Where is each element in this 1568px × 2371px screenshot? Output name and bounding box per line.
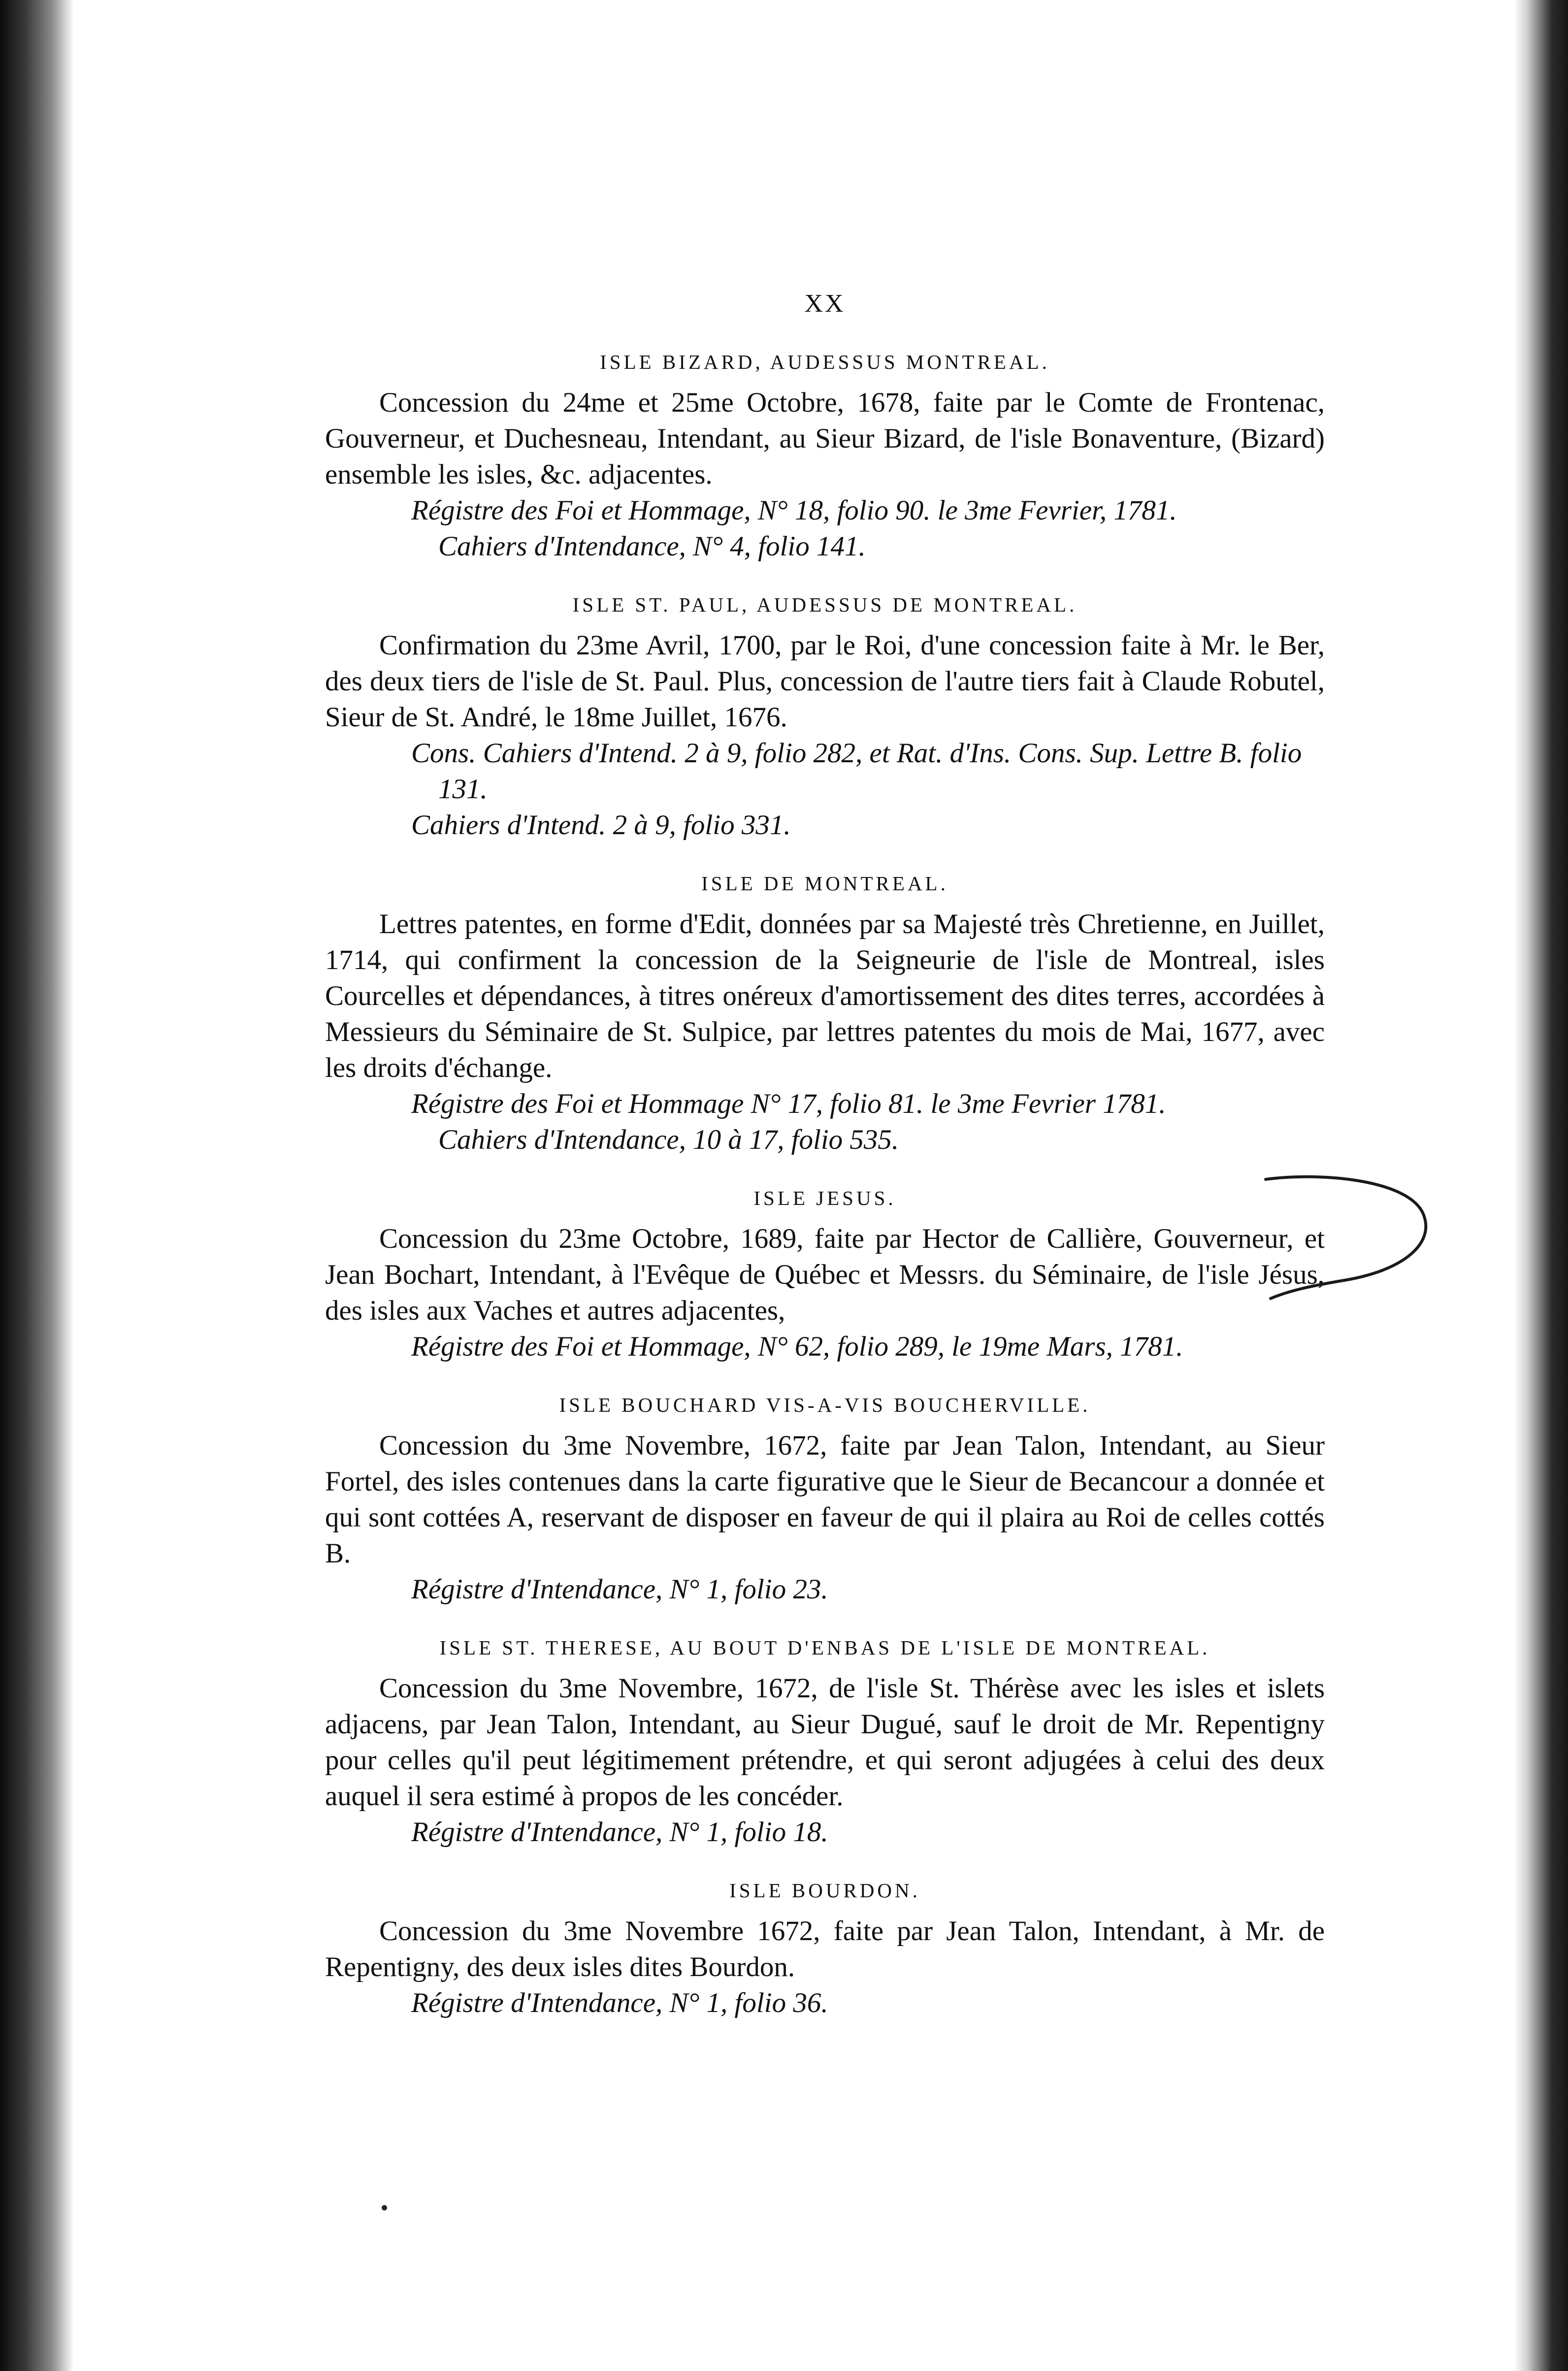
handwritten-bracket-mark [1261,1169,1443,1302]
register-reference: Régistre des Foi et Hommage, N° 18, folio 90. le 3me Fevrier, 1781. [411,495,1177,526]
section-isle-de-montreal [325,870,1325,1158]
register-reference: Cons. Cahiers d'Intend. 2 à 9, folio 282, et Rat. d'Ins. Cons. Sup. Lettre B. folio 131. [411,738,1302,805]
section-heading: ISLE BOURDON. [729,1879,920,1902]
section-body: Concession du 24me et 25me Octobre, 1678, faite par le Comte de Frontenac, Gouverneur, et Duchesneau, Intendant, au Sieur Bizard, de l'isle Bonaventure, (Bizard) ensemble les isles, &c. adjacentes. [325,387,1325,490]
register-reference: Régistre d'Intendance, N° 1, folio 36. [411,1987,828,2018]
section-body: Confirmation du 23me Avril, 1700, par le Roi, d'une concession faite à Mr. le Ber, des deux tiers de l'isle de St. Paul. Plus, concession de l'autre tiers fait à Claude Robutel, Sieur de St. André, le 18me Juillet, 1676. [325,630,1325,733]
section-isle-st-paul [325,591,1325,843]
section-isle-jesus [325,1184,1325,1364]
section-body: Lettres patentes, en forme d'Edit, données par sa Majesté très Chretienne, en Juillet, 1714, qui confirment la concession de la Seigneurie de l'isle de Montreal, isles Courcelles et dépendances, à titres onéreux d'amortissement des dites terres, accordées à Messieurs du Séminaire de St. Sulpice, par lettres patentes du mois de Mai, 1677, avec les droits d'échange. [325,909,1325,1083]
section-body: Concession du 3me Novembre, 1672, faite par Jean Talon, Intendant, au Sieur Fortel, des isles contenues dans la carte figurative que le Sieur de Becancour a donnée et qui sont cottées A, reservant de disposer en faveur de qui il plaira au Roi de celles cottés B. [325,1430,1325,1569]
register-reference: Cahiers d'Intendance, N° 4, folio 141. [438,531,866,562]
section-heading: ISLE JESUS. [753,1187,896,1209]
section-heading: ISLE ST. THERESE, AU BOUT D'ENBAS DE L'ISLE DE MONTREAL. [439,1636,1210,1659]
section-heading: ISLE ST. PAUL, AUDESSUS DE MONTREAL. [572,593,1078,616]
section-isle-st-therese [325,1634,1325,1850]
section-isle-bouchard [325,1391,1325,1607]
scan-left-edge [0,0,74,2371]
section-heading: ISLE DE MONTREAL. [701,872,948,895]
register-reference: Régistre des Foi et Hommage, N° 62, folio 289, le 19me Mars, 1781. [411,1331,1183,1362]
section-body: Concession du 3me Novembre, 1672, de l'isle St. Thérèse avec les isles et islets adjacens, par Jean Talon, Intendant, au Sieur Dugué, sauf le droit de Mr. Repentigny pour celles qu'il peut légitimement prétendre, et qui seront adjugées à celui des deux auquel il sera estimé à propos de les concéder. [325,1673,1325,1812]
register-reference: Cahiers d'Intendance, 10 à 17, folio 535. [438,1124,899,1155]
section-heading: ISLE BOUCHARD VIS-A-VIS BOUCHERVILLE. [559,1394,1091,1416]
section-body: Concession du 3me Novembre 1672, faite par Jean Talon, Intendant, à Mr. de Repentigny, des deux isles dites Bourdon. [325,1916,1325,1982]
register-reference: Cahiers d'Intend. 2 à 9, folio 331. [411,810,791,841]
register-reference: Régistre d'Intendance, N° 1, folio 23. [411,1574,828,1605]
section-isle-bizard [325,348,1325,564]
ink-dot [382,2205,387,2210]
register-reference: Régistre d'Intendance, N° 1, folio 18. [411,1817,828,1848]
section-body: Concession du 23me Octobre, 1689, faite par Hector de Callière, Gouverneur, et Jean Bochart, Intendant, à l'Evêque de Québec et Messrs. du Séminaire, de l'isle Jésus, des isles aux Vaches et autres adjacentes, [325,1223,1325,1326]
register-reference: Régistre des Foi et Hommage N° 17, folio 81. le 3me Fevrier 1781. [411,1088,1166,1119]
page-number: XX [804,290,846,318]
scan-right-edge [1514,0,1568,2371]
document-page [325,286,1325,2021]
section-isle-bourdon [325,1877,1325,2021]
section-heading: ISLE BIZARD, AUDESSUS MONTREAL. [600,351,1050,373]
